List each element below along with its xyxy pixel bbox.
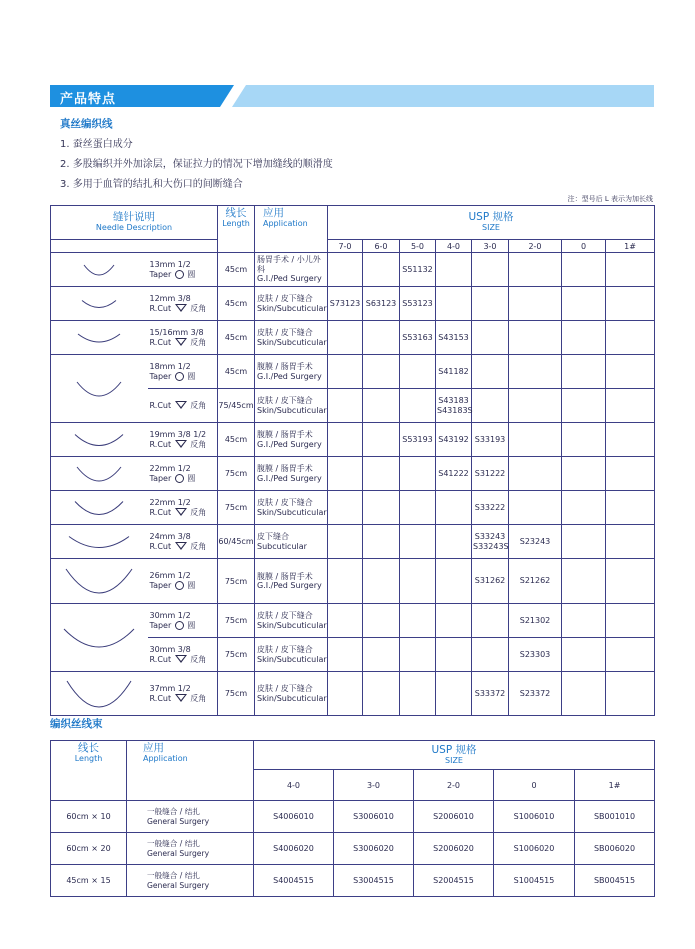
product-code: S3006010 xyxy=(334,801,414,833)
note-text: 注：型号后 L 表示为加长线 xyxy=(567,195,653,203)
needle-point: R.Cut xyxy=(149,654,172,664)
needle-point-zh: 反角 xyxy=(190,400,207,410)
feature-item: 1. 蚕丝蛋白成分 xyxy=(60,139,133,150)
product-code: S33193 xyxy=(472,423,509,457)
product-code: S23372 xyxy=(509,672,562,716)
product-code xyxy=(472,389,509,423)
product-code xyxy=(363,355,400,389)
product-code: S23243 xyxy=(509,525,562,559)
needle-point: R.Cut xyxy=(149,507,172,517)
product-code xyxy=(606,287,655,321)
table-row xyxy=(51,423,655,457)
product-code xyxy=(328,491,363,525)
product-code: S23303 xyxy=(509,638,562,672)
application-cell: 腹膜 / 肠胃手术 G.I./Ped Surgery xyxy=(255,355,328,389)
product-code: S2006010 xyxy=(414,801,494,833)
size-header-row xyxy=(51,240,655,253)
table-row xyxy=(51,672,655,716)
product-code: SB001010 xyxy=(575,801,655,833)
curved-needle-icon xyxy=(76,332,122,344)
table-row xyxy=(51,604,655,638)
needle-point: R.Cut xyxy=(149,439,172,449)
product-code: S53123 xyxy=(400,287,436,321)
size-label: 0 xyxy=(562,240,606,253)
length-cell: 75cm xyxy=(218,457,255,491)
triangle-icon xyxy=(175,655,187,663)
needle-description xyxy=(148,491,218,525)
needle-description xyxy=(148,604,218,638)
needle-description xyxy=(148,559,218,604)
product-code xyxy=(606,672,655,716)
product-code xyxy=(400,604,436,638)
table-header-row xyxy=(51,206,655,240)
curved-needle-icon xyxy=(80,298,118,309)
needle-point: R.Cut xyxy=(149,541,172,551)
section-header-title: 产品特点 xyxy=(60,92,117,107)
product-code: S21262 xyxy=(509,559,562,604)
product-code xyxy=(606,321,655,355)
product-code: S1006010 xyxy=(494,801,575,833)
product-code xyxy=(562,559,606,604)
product-code xyxy=(328,355,363,389)
length-cell: 45cm × 15 xyxy=(51,865,127,897)
needle-point-zh: 反角 xyxy=(190,439,207,449)
product-code xyxy=(606,253,655,287)
product-code xyxy=(562,355,606,389)
size-label: 4-0 xyxy=(436,240,472,253)
triangle-icon xyxy=(175,304,187,312)
needle-image xyxy=(51,355,148,423)
length-cell: 75cm xyxy=(218,672,255,716)
needle-point: R.Cut xyxy=(149,337,172,347)
size-label: 3-0 xyxy=(472,240,509,253)
triangle-icon xyxy=(175,694,187,702)
size-label: 1# xyxy=(606,240,655,253)
header-needle: 缝针说明 Needle Description xyxy=(51,206,218,240)
product-code xyxy=(472,355,509,389)
product-code xyxy=(606,355,655,389)
circle-icon xyxy=(175,372,184,381)
circle-icon xyxy=(175,621,184,630)
product-code: S41222 xyxy=(436,457,472,491)
needle-image xyxy=(51,423,148,457)
needle-point: Taper xyxy=(149,473,172,483)
product-code xyxy=(562,287,606,321)
product-code: S2006020 xyxy=(414,833,494,865)
product-code xyxy=(509,321,562,355)
needle-spec: 18mm 1/2 xyxy=(149,361,191,371)
product-code xyxy=(363,491,400,525)
product-code: S21302 xyxy=(509,604,562,638)
application-cell: 腹膜 / 肠胃手术 G.I./Ped Surgery xyxy=(255,423,328,457)
size-label: 1# xyxy=(575,770,655,801)
product-code xyxy=(363,321,400,355)
product-code xyxy=(436,638,472,672)
product-code xyxy=(562,604,606,638)
needle-spec: 26mm 1/2 xyxy=(149,571,191,580)
table-row xyxy=(51,801,655,833)
needle-image xyxy=(51,321,148,355)
table-row xyxy=(51,457,655,491)
product-code xyxy=(509,491,562,525)
needle-image xyxy=(51,604,148,672)
product-code xyxy=(606,457,655,491)
product-code xyxy=(472,604,509,638)
size-label: 7-0 xyxy=(328,240,363,253)
needle-description xyxy=(148,253,218,287)
application-cell: 腹膜 / 肠胃手术 G.I./Ped Surgery xyxy=(255,559,328,604)
product-code xyxy=(606,559,655,604)
needle-description xyxy=(148,638,218,672)
product-code: S1006020 xyxy=(494,833,575,865)
product-code xyxy=(400,491,436,525)
needle-point-zh: 反角 xyxy=(190,303,207,313)
product-code xyxy=(400,355,436,389)
product-code xyxy=(606,491,655,525)
needle-description xyxy=(148,457,218,491)
product-code xyxy=(436,604,472,638)
product-code xyxy=(606,638,655,672)
table-row xyxy=(51,525,655,559)
needle-point-zh: 反角 xyxy=(190,337,207,347)
product-code xyxy=(328,423,363,457)
needle-point: R.Cut xyxy=(149,400,172,410)
needle-spec: 12mm 3/8 xyxy=(149,293,191,303)
size-label: 6-0 xyxy=(363,240,400,253)
length-cell: 45cm xyxy=(218,423,255,457)
product-code: S43183 S43183S xyxy=(436,389,472,423)
length-cell: 75/45cm xyxy=(218,389,255,423)
triangle-icon xyxy=(175,401,187,409)
product-code xyxy=(606,423,655,457)
length-cell: 60/45cm xyxy=(218,525,255,559)
table-row xyxy=(51,321,655,355)
needle-point-zh: 圆 xyxy=(187,473,196,483)
product-code xyxy=(328,672,363,716)
table-row xyxy=(51,491,655,525)
product-code xyxy=(472,287,509,321)
header-usp: USP 规格 SIZE xyxy=(328,206,655,240)
table-row xyxy=(51,287,655,321)
product-code xyxy=(328,559,363,604)
needle-spec: 15/16mm 3/8 xyxy=(149,327,204,337)
needle-spec: 37mm 1/2 xyxy=(149,683,191,693)
needle-spec: 24mm 3/8 xyxy=(149,531,191,541)
product-code xyxy=(562,253,606,287)
needle-description xyxy=(148,321,218,355)
needle-spec: 30mm 3/8 xyxy=(149,644,191,654)
product-code xyxy=(436,287,472,321)
table-row xyxy=(51,355,655,389)
needle-point: Taper xyxy=(149,581,172,590)
needle-point-zh: 圆 xyxy=(187,620,196,630)
application-cell: 肠胃手术 / 小儿外科 G.I./Ped Surgery xyxy=(255,253,328,287)
needle-image xyxy=(51,525,148,559)
triangle-icon xyxy=(175,338,187,346)
length-cell: 75cm xyxy=(218,604,255,638)
product-code xyxy=(363,253,400,287)
needle-point: Taper xyxy=(149,371,172,381)
length-cell: 45cm xyxy=(218,287,255,321)
size-label: 2-0 xyxy=(414,770,494,801)
needle-spec: 22mm 1/2 xyxy=(149,463,191,473)
product-code: S1004515 xyxy=(494,865,575,897)
product-code xyxy=(328,321,363,355)
product-code xyxy=(400,457,436,491)
length-cell: 75cm xyxy=(218,491,255,525)
header-application: 应用 Application xyxy=(255,206,328,253)
size-label: 4-0 xyxy=(254,770,334,801)
product-code xyxy=(606,389,655,423)
suture-spec-table xyxy=(50,205,655,716)
product-code xyxy=(363,604,400,638)
header-application: 应用 Application xyxy=(127,741,254,801)
application-cell: 一般缝合 / 结扎 General Surgery xyxy=(127,833,254,865)
needle-description xyxy=(148,423,218,457)
product-code: S43192 xyxy=(436,423,472,457)
curved-needle-icon xyxy=(65,679,133,709)
curved-needle-icon xyxy=(73,432,125,447)
product-code xyxy=(509,389,562,423)
product-code xyxy=(562,389,606,423)
product-code xyxy=(472,253,509,287)
needle-description xyxy=(148,355,218,389)
product-code: SB004515 xyxy=(575,865,655,897)
length-cell: 45cm xyxy=(218,321,255,355)
application-cell: 皮肤 / 皮下缝合 Skin/Subcuticular xyxy=(255,287,328,321)
product-code xyxy=(363,457,400,491)
needle-point-zh: 反角 xyxy=(190,654,207,664)
needle-image xyxy=(51,672,148,716)
product-code: S33372 xyxy=(472,672,509,716)
product-code xyxy=(363,389,400,423)
product-code xyxy=(328,638,363,672)
product-code: S31222 xyxy=(472,457,509,491)
curved-needle-icon xyxy=(82,263,116,277)
curved-needle-icon xyxy=(67,534,131,549)
product-code xyxy=(400,559,436,604)
needle-point-zh: 反角 xyxy=(190,507,207,517)
curved-needle-icon xyxy=(64,567,134,595)
triangle-icon xyxy=(175,440,187,448)
application-cell: 皮肤 / 皮下缝合 Skin/Subcuticular xyxy=(255,321,328,355)
product-code xyxy=(562,525,606,559)
product-code: S43153 xyxy=(436,321,472,355)
triangle-icon xyxy=(175,542,187,550)
product-code xyxy=(472,638,509,672)
product-code xyxy=(328,525,363,559)
feature-item: 2. 多股编织并外加涂层，保证拉力的情况下增加缝线的顺滑度 xyxy=(60,159,333,170)
product-code xyxy=(562,321,606,355)
length-cell: 45cm xyxy=(218,355,255,389)
section-header-bar xyxy=(50,85,654,107)
needle-image xyxy=(51,491,148,525)
product-code: SB006020 xyxy=(575,833,655,865)
size-label: 2-0 xyxy=(509,240,562,253)
application-cell: 皮肤 / 皮下缝合 Skin/Subcuticular xyxy=(255,604,328,638)
product-code: S4004515 xyxy=(254,865,334,897)
product-code xyxy=(606,604,655,638)
size-label: 3-0 xyxy=(334,770,414,801)
application-cell: 皮肤 / 皮下缝合 Skin/Subcuticular xyxy=(255,672,328,716)
product-code: S51132 xyxy=(400,253,436,287)
circle-icon xyxy=(175,474,184,483)
circle-icon xyxy=(175,581,184,590)
product-code xyxy=(436,253,472,287)
needle-point: Taper xyxy=(149,620,172,630)
product-code xyxy=(562,638,606,672)
product-code xyxy=(472,321,509,355)
application-cell: 一般缝合 / 结扎 General Surgery xyxy=(127,801,254,833)
circle-icon xyxy=(175,270,184,279)
needle-point-zh: 圆 xyxy=(187,269,196,279)
product-code xyxy=(436,559,472,604)
needle-image xyxy=(51,287,148,321)
needle-description xyxy=(148,287,218,321)
product-title: 真丝编织线 xyxy=(60,118,113,130)
product-code: S31262 xyxy=(472,559,509,604)
product-code xyxy=(400,525,436,559)
product-code xyxy=(363,672,400,716)
header-length: 线长 Length xyxy=(218,206,255,253)
product-code xyxy=(509,355,562,389)
product-code xyxy=(509,457,562,491)
product-code xyxy=(606,525,655,559)
needle-description xyxy=(148,389,218,423)
length-cell: 60cm × 20 xyxy=(51,833,127,865)
product-code xyxy=(400,638,436,672)
product-code xyxy=(509,253,562,287)
needle-point-zh: 圆 xyxy=(187,581,196,590)
length-cell: 75cm xyxy=(218,638,255,672)
product-code xyxy=(436,525,472,559)
needle-spec: 30mm 1/2 xyxy=(149,610,191,620)
product-code xyxy=(436,491,472,525)
application-cell: 皮肤 / 皮下缝合 Skin/Subcuticular xyxy=(255,491,328,525)
product-code: S4006020 xyxy=(254,833,334,865)
length-cell: 75cm xyxy=(218,559,255,604)
product-code: S3004515 xyxy=(334,865,414,897)
length-cell: 45cm xyxy=(218,253,255,287)
table-row xyxy=(51,833,655,865)
product-code: S63123 xyxy=(363,287,400,321)
product-code xyxy=(509,423,562,457)
application-cell: 皮下缝合 Subcuticular xyxy=(255,525,328,559)
header-length: 线长 Length xyxy=(51,741,127,801)
size-label: 5-0 xyxy=(400,240,436,253)
product-code xyxy=(562,457,606,491)
product-code: S33243 S33243S xyxy=(472,525,509,559)
product-code: S2004515 xyxy=(414,865,494,897)
needle-point-zh: 圆 xyxy=(187,371,196,381)
application-cell: 一般缝合 / 结扎 General Surgery xyxy=(127,865,254,897)
product-code: S53163 xyxy=(400,321,436,355)
needle-point-zh: 反角 xyxy=(190,693,207,703)
product-code xyxy=(328,604,363,638)
product-code xyxy=(363,638,400,672)
needle-description xyxy=(148,672,218,716)
product-code xyxy=(363,559,400,604)
needle-image xyxy=(51,559,148,604)
bundle-title: 编织丝线束 xyxy=(50,718,103,730)
application-cell: 皮肤 / 皮下缝合 Skin/Subcuticular xyxy=(255,389,328,423)
product-code xyxy=(328,389,363,423)
table-header-row xyxy=(51,741,655,770)
product-code xyxy=(562,491,606,525)
needle-description xyxy=(148,525,218,559)
size-label: 0 xyxy=(494,770,575,801)
header-usp: USP 规格 SIZE xyxy=(254,741,655,770)
product-code xyxy=(400,672,436,716)
curved-needle-icon xyxy=(73,499,125,516)
product-code: S73123 xyxy=(328,287,363,321)
product-code xyxy=(562,423,606,457)
product-code xyxy=(400,389,436,423)
product-code xyxy=(509,287,562,321)
product-code xyxy=(562,672,606,716)
product-code xyxy=(328,457,363,491)
curved-needle-icon xyxy=(75,465,123,483)
needle-spec: 19mm 3/8 1/2 xyxy=(149,429,207,439)
product-code: S4006010 xyxy=(254,801,334,833)
application-cell: 腹膜 / 肠胃手术 G.I./Ped Surgery xyxy=(255,457,328,491)
product-code xyxy=(363,423,400,457)
table-row xyxy=(51,253,655,287)
product-code xyxy=(436,672,472,716)
curved-needle-icon xyxy=(62,627,136,649)
product-code xyxy=(328,253,363,287)
table-row xyxy=(51,865,655,897)
needle-point: Taper xyxy=(149,269,172,279)
product-code: S33222 xyxy=(472,491,509,525)
product-code: S3006020 xyxy=(334,833,414,865)
product-code: S53193 xyxy=(400,423,436,457)
needle-image xyxy=(51,457,148,491)
feature-item: 3. 多用于血管的结扎和大伤口的间断缝合 xyxy=(60,179,243,190)
needle-point: R.Cut xyxy=(149,693,172,703)
length-cell: 60cm × 10 xyxy=(51,801,127,833)
curved-needle-icon xyxy=(75,380,123,398)
product-code: S41182 xyxy=(436,355,472,389)
table-row xyxy=(51,559,655,604)
needle-point: R.Cut xyxy=(149,303,172,313)
bundle-spec-table xyxy=(50,740,655,897)
product-code xyxy=(363,525,400,559)
application-cell: 皮肤 / 皮下缝合 Skin/Subcuticular xyxy=(255,638,328,672)
needle-spec: 13mm 1/2 xyxy=(149,259,191,269)
needle-point-zh: 反角 xyxy=(190,541,207,551)
needle-spec: 22mm 1/2 xyxy=(149,497,191,507)
triangle-icon xyxy=(175,508,187,516)
needle-image xyxy=(51,253,148,287)
